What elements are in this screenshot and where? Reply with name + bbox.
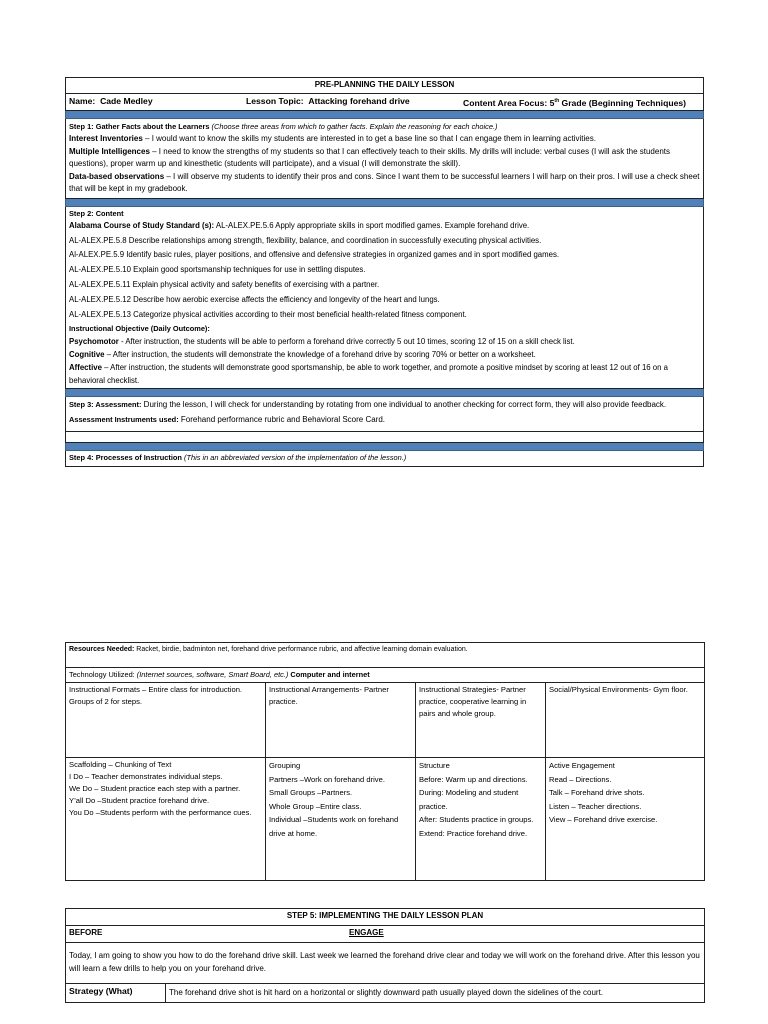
section-divider xyxy=(66,443,704,451)
standard-line: Al-ALEX.PE.5.9 Identify basic rules, player positions, and offensive and defensive strategies in organized games and in sport modified games. xyxy=(69,250,560,260)
step1-item: Interest Inventories – I would want to know the skills my students are interested in to get a base line so that I can engage them in learning activities. xyxy=(69,134,596,144)
social-environments-cell: Social/Physical Environments- Gym floor. xyxy=(546,683,705,758)
structure-cell: Structure Before: Warm up and directions. During: Modeling and student practice. After: Students practice in groups. Extend: Practice forehand drive. xyxy=(416,758,546,881)
header-row xyxy=(66,93,704,110)
step4-cell: Step 4: Processes of Instruction (This in an abbreviated version of the implementation of the lesson.) xyxy=(66,451,704,467)
name-field: Name: Cade Medley xyxy=(69,95,153,106)
objective-line: Affective – After instruction, the students will demonstrate good sportsmanship, be able to work together, and promote a positive mindset by scoring at least 12 out of 16 on a behavioral checklist. xyxy=(69,363,668,386)
active-engagement-cell: Active Engagement Read – Directions. Talk – Forehand drive shots. Listen – Teacher directions. View – Forehand drive exercise. xyxy=(546,758,705,881)
blank-row xyxy=(66,432,704,443)
topic-field: Lesson Topic: Attacking forehand drive xyxy=(246,95,410,106)
step5-table xyxy=(65,908,705,1003)
standard-line: AL-ALEX.PE.5.10 Explain good sportsmanship techniques for use in settling disputes. xyxy=(69,265,366,275)
section-divider xyxy=(66,389,704,397)
before-label: BEFORE xyxy=(69,928,103,937)
strategy-text-cell: The forehand drive shot is hit hard on a horizontal or slightly downward path usually played down the sidelines of the court. xyxy=(166,984,705,1003)
section-divider xyxy=(66,110,704,118)
instructional-formats-cell: Instructional Formats – Entire class for introduction. Groups of 2 for steps. xyxy=(66,683,266,758)
preplanning-title: PRE-PLANNING THE DAILY LESSON xyxy=(66,78,704,94)
step1-item: Multiple Intelligences – I need to know the strengths of my students so that I can effectively teach to their skills. My drills will include: verbal cuses (I will ask the students questions), proper warm up and kinesthetic (students will participate), and a visual (I will demonstrate the skill). xyxy=(69,146,670,169)
instructional-strategies-cell: Instructional Strategies- Partner practice, cooperative learning in pairs and whole group. xyxy=(416,683,546,758)
technology-row: Technology Utilized: (Internet sources, software, Smart Board, etc.) Computer and internet xyxy=(66,668,705,683)
standard-line: AL-ALEX.PE.5.12 Describe how aerobic exercise affects the efficiency and longevity of the heart and lungs. xyxy=(69,294,440,304)
standard-line: AL-ALEX.PE.5.13 Categorize physical activities according to their most beneficial health-related fitness component. xyxy=(69,309,467,319)
resources-table xyxy=(65,642,705,881)
step3-text: Step 3: Assessment: During the lesson, I will check for understanding by rotating from one individual to another checking for correct form, they will also provide feedback. xyxy=(69,400,667,410)
step1-cell xyxy=(66,118,704,198)
strategy-label-cell: Strategy (What) xyxy=(66,984,166,1003)
step3-cell xyxy=(66,397,704,432)
standard-line: AL-ALEX.PE.5.8 Describe relationships among strength, flexibility, balance, and coordination in successfully executing physical activities. xyxy=(69,235,542,245)
step1-heading: Step 1: Gather Facts about the Learners (Choose three areas from which to gather facts. Explain the reasoning for each choice.) xyxy=(69,121,498,131)
standard-line: Alabama Course of Study Standard (s): AL-ALEX.PE.5.6 Apply appropriate skills in sport modified games. Example forehand drive. xyxy=(69,220,530,230)
objective-line: Psychomotor - After instruction, the students will be able to perform a forehand drive correctly 5 out 10 times, scoring 12 of 15 on a skill check list. xyxy=(69,337,575,347)
grouping-cell: Grouping Partners –Work on forehand drive. Small Groups –Partners. Whole Group –Entire class. Individual –Students work on forehand drive at home. xyxy=(266,758,416,881)
step2-cell xyxy=(66,206,704,389)
preplanning-table xyxy=(65,77,704,467)
section-divider xyxy=(66,198,704,206)
before-engage-row xyxy=(66,926,705,943)
assessment-instruments: Assessment Instruments used: Forehand performance rubric and Behavioral Score Card. xyxy=(69,414,385,424)
engage-label: ENGAGE xyxy=(349,928,384,937)
objective-line: Cognitive – After instruction, the students will demonstrate the knowledge of a forehand drive by scoring 70% or better on a worksheet. xyxy=(69,350,536,360)
step2-heading: Step 2: Content xyxy=(69,208,124,218)
intro-row: Today, I am going to show you how to do the forehand drive skill. Last week we learned the forehand drive clear and today we will work on the forehand drive. After this lesson you will learn a few drills to help you on your forehand drive. xyxy=(66,943,705,984)
step5-title: STEP 5: IMPLEMENTING THE DAILY LESSON PLAN xyxy=(66,909,705,926)
resources-row: Resources Needed: Racket, birdie, badminton net, forehand drive performance rubric, and affective learning domain evaluation. xyxy=(66,643,705,668)
standard-line: AL-ALEX.PE.5.11 Explain physical activity and safety benefits of exercising with a partner. xyxy=(69,280,380,290)
scaffolding-cell: Scaffolding – Chunking of Text I Do – Teacher demonstrates individual steps. We Do – Student practice each step with a partner. Y’all Do –Student practice forehand drive. You Do –Students perform with the performance cues. xyxy=(66,758,266,881)
objective-heading: Instructional Objective (Daily Outcome): xyxy=(69,324,210,334)
instructional-arrangements-cell: Instructional Arrangements- Partner practice. xyxy=(266,683,416,758)
focus-field: Content Area Focus: 5th Grade (Beginning Techniques) xyxy=(463,97,686,108)
step1-item: Data-based observations – I will observe my students to identify their pros and cons. Since I want them to be successful learners I will harp on their pros. I will use a check sheet that will be kept in my gradebook. xyxy=(69,171,700,194)
